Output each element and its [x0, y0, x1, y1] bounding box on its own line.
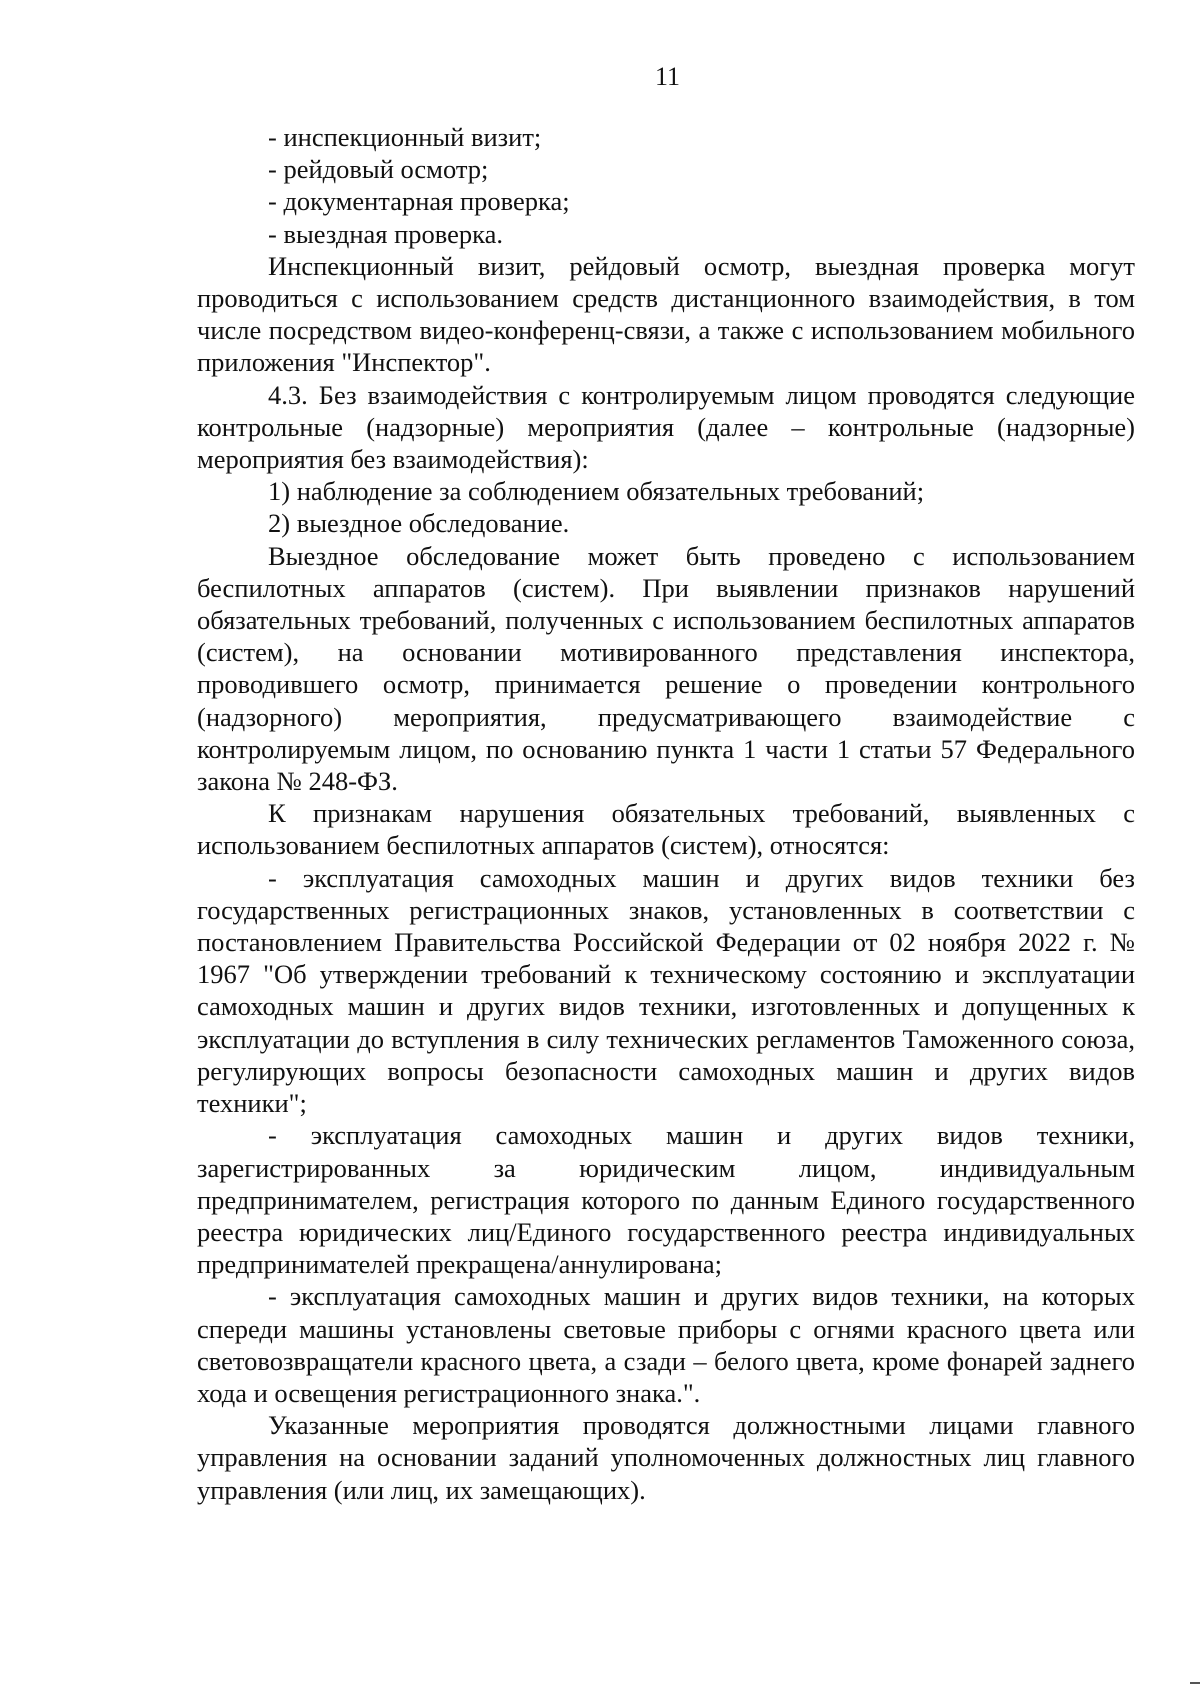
page-number: 11	[654, 62, 681, 91]
list-item-raid-inspection: - рейдовый осмотр;	[268, 154, 489, 185]
list-item-observation: 1) наблюдение за соблюдением обязательных требований;	[268, 476, 925, 507]
list-item-field-check: - выездная проверка.	[268, 218, 503, 249]
document-body	[197, 121, 1135, 1506]
page-edge-mark	[1190, 1682, 1200, 1684]
list-item-inspection-visit: - инспекционный визит;	[268, 122, 542, 152]
paragraph-unmanned-survey: Выездное обследование может быть проведено с использованием беспилотных аппаратов (систем). При выявлении признаков нарушений обязательных требований, полученных с использованием беспилотных аппаратов (систем), на основании мотивированного представления инспектора, проводившего осмотр, принимается решение о проведении контрольного (надзорного) мероприятия, предусматривающего взаимодействие с контролируемым лицом, по основанию пункта 1 части 1 статьи 57 Федерального закона № 248-ФЗ.	[197, 540, 1135, 797]
list-item-red-lights: - эксплуатация самоходных машин и других видов техники, на которых спереди машины установлены световые приборы с огнями красного цвета или световозвращатели красного цвета, а сзади – белого цвета, кроме фонарей заднего хода и освещения регистрационного знака.".	[197, 1281, 1135, 1408]
list-item-field-survey: 2) выездное обследование.	[268, 508, 570, 539]
paragraph-violation-signs: К признакам нарушения обязательных требований, выявленных с использованием беспилотных аппаратов (систем), относятся:	[197, 798, 1135, 861]
paragraph-section-4-3: 4.3. Без взаимодействия с контролируемым лицом проводятся следующие контрольные (надзорные) мероприятия (далее – контрольные (надзорные) мероприятия без взаимодействия):	[197, 379, 1135, 475]
paragraph-conducted-by-officials: Указанные мероприятия проводятся должностными лицами главного управления на основании заданий уполномоченных должностных лиц главного управления (или лиц, их замещающих).	[197, 1410, 1135, 1505]
paragraph-remote-interaction: Инспекционный визит, рейдовый осмотр, выездная проверка могут проводиться с использованием средств дистанционного взаимодействия, в том числе посредством видео-конференц-связи, а также с использованием мобильного приложения "Инспектор".	[197, 250, 1135, 378]
list-item-no-registration-plates: - эксплуатация самоходных машин и других видов техники без государственных регистрационных знаков, установленных в соответствии с постановлением Правительства Российской Федерации от 02 ноября 2022 г. № 1967 "Об утверждении требований к техническому состоянию и эксплуатации самоходных машин и других видов техники, изготовленных и допущенных к эксплуатации до вступления в силу технических регламентов Таможенного союза, регулирующих вопросы безопасности самоходных машин и других видов техники";	[197, 862, 1135, 1119]
list-item-documentary-check: - документарная проверка;	[268, 186, 570, 217]
list-item-terminated-registration: - эксплуатация самоходных машин и других видов техники, зарегистрированных за юридическим лицом, индивидуальным предпринимателем, регистрация которого по данным Единого государственного реестра юридических лиц/Единого государственного реестра индивидуальных предпринимателей прекращена/аннулирована;	[197, 1120, 1135, 1280]
